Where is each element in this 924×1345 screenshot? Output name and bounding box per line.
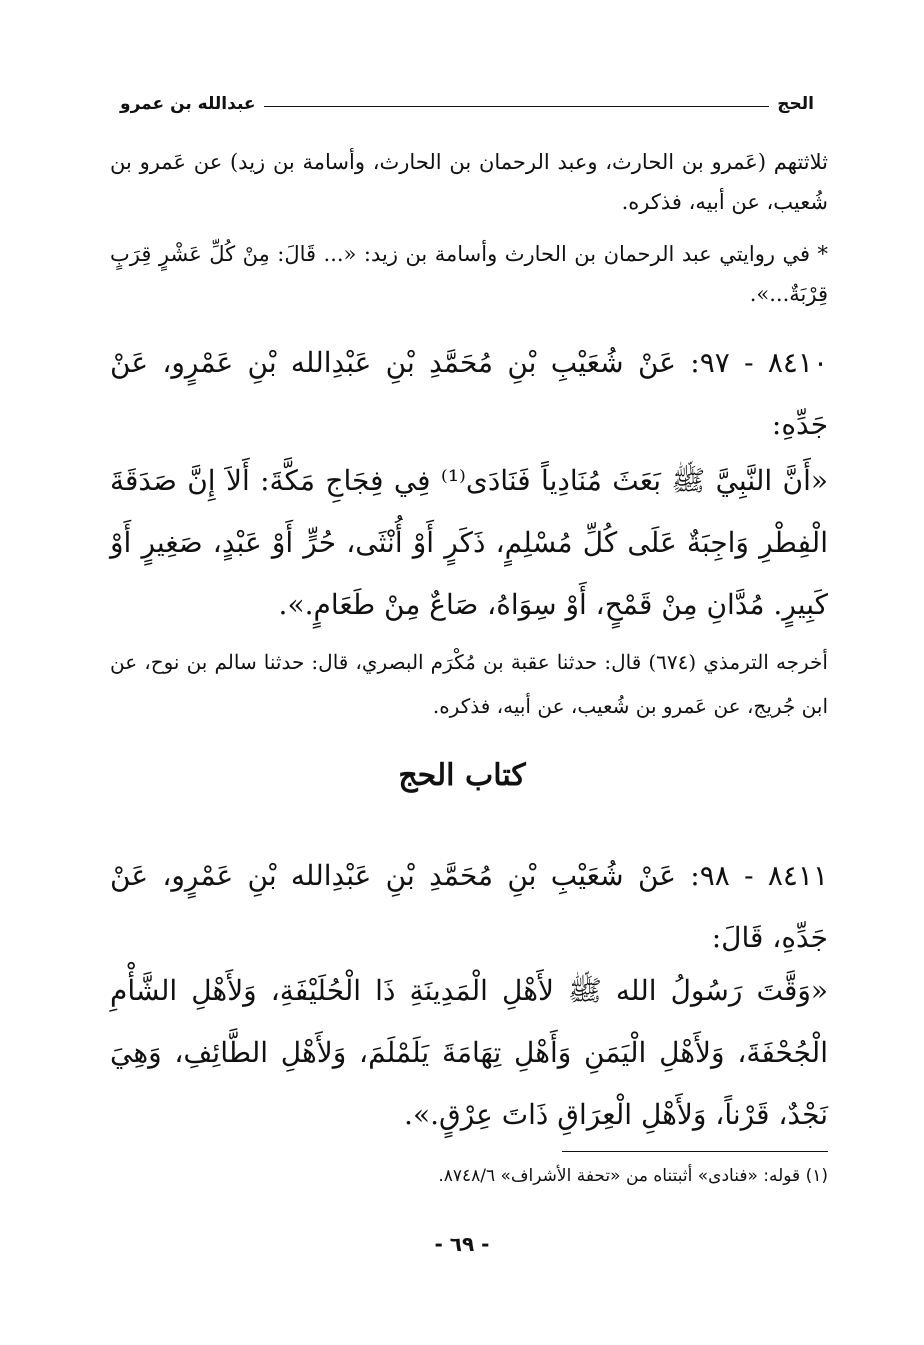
header-rule: [264, 106, 770, 107]
hadith-8411-isnad: ٨٤١١ - ٩٨: عَنْ شُعَيْبِ بْنِ مُحَمَّدِ بْنِ عَبْدِالله بْنِ عَمْرٍو، عَنْ جَدِّهِ، قَالَ:: [110, 859, 828, 954]
running-header: [120, 88, 814, 114]
page-number: - ٦٩ -: [434, 1232, 490, 1256]
header-narrator: عبدالله بن عمرو: [120, 94, 256, 114]
book-heading: كتاب الحج: [398, 758, 526, 793]
hadith-8410-isnad: ٨٤١٠ - ٩٧: عَنْ شُعَيْبِ بْنِ مُحَمَّدِ بْنِ عَبْدِالله بْنِ عَمْرٍو، عَنْ جَدِّهِ:: [110, 346, 828, 441]
chain-continuation-paragraph: ثلاثتهم (عَمرو بن الحارث، وعبد الرحمان بن الحارث، وأسامة بن زيد) عن عَمرو بن شُعيب، عن أبيه، فذكره.: [110, 150, 828, 214]
variant-note-paragraph: * في روايتي عبد الرحمان بن الحارث وأسامة بن زيد: «... قَالَ: مِنْ كُلِّ عَشْرٍ قِرَبٍ قِرْبَةٌ...».: [110, 242, 828, 306]
footnote-1: (١) قوله: «فنادى» أثبتناه من «تحفة الأشراف» ٨٧٤٨/٦.: [438, 1166, 828, 1186]
header-section-title: الحج: [777, 94, 814, 114]
hadith-8410-takhrij: أخرجه الترمذي (٦٧٤) قال: حدثنا عقبة بن مُكْرَم البصري، قال: حدثنا سالم بن نوح، عن ابن جُريج، عن عَمرو بن شُعيب، عن أبيه، فذكره.: [110, 650, 828, 718]
footnote-rule: [562, 1151, 828, 1152]
hadith-8410-matn: «أَنَّ النَّبِيَّ ﷺ بَعَثَ مُنَادِياً فَنَادَى⁽¹⁾ فِي فِجَاجِ مَكَّةَ: أَلاَ إِنَّ صَدَقَةَ الْفِطْرِ وَاجِبَةٌ عَلَى كُلِّ مُسْلِمٍ، ذَكَرٍ أَوْ أُنْثَى، حُرٍّ أَوْ عَبْدٍ، صَغِيرٍ أَوْ كَبِيرٍ. مُدَّانِ مِنْ قَمْحٍ، أَوْ سِوَاهُ، صَاعٌ مِنْ طَعَامٍ.».: [110, 464, 828, 621]
hadith-8411-matn: «وَقَّتَ رَسُولُ الله ﷺ لأَهْلِ الْمَدِينَةِ ذَا الْحُلَيْفَةِ، وَلأَهْلِ الشَّأْمِ الْجُحْفَةَ، وَلأَهْلِ الْيَمَنِ وَأَهْلِ تِهَامَةَ يَلَمْلَمَ، وَلأَهْلِ الطَّائِفِ، وَهِيَ نَجْدٌ، قَرْناً، وَلأَهْلِ الْعِرَاقِ ذَاتَ عِرْقٍ.».: [110, 974, 828, 1131]
